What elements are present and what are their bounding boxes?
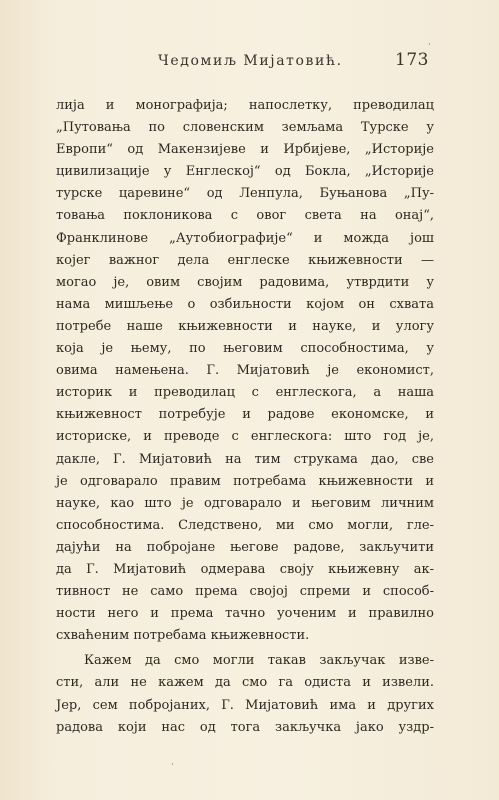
text-line: радова који нас од тога закључка јако уздр- [56,719,434,735]
text-line: турске царевине“ од Ленпула, Буњанова „Пу- [56,186,434,202]
text-line: могао је, овим својим радовима, утврдити у [56,274,434,290]
text-line: товања поклоникова с овог света на онај“, [56,208,434,224]
page-number: 173 [395,50,429,70]
text-line: којег важног дела енглеске књижевности — [56,252,434,268]
text-line: цивилизације у Енглеској“ од Бокла, „Историје [56,164,434,180]
paper-speck: · [428,40,431,50]
text-line: дакле, Г. Мијатовић на тим струкама дао, све [56,451,434,467]
text-line: овима намењена. Г. Мијатовић је економист, [56,363,434,379]
text-line: сти, али не кажем да смо га одиста и извели. [56,675,434,691]
text-line: Франклинове „Аутобиографије“ и можда још [56,230,434,246]
text-line: књижевност потребује и радове економске, и [56,407,434,423]
text-line: способностима. Следствено, ми смо могли, гле- [56,517,434,533]
page-header [0,50,499,74]
text-line: је одговарало правим потребама књижевности и [56,473,434,489]
text-line: дајући на побројане његове радове, закључити [56,539,434,555]
text-line: Јер, сем побројаних, Г. Мијатовић има и других [56,697,434,713]
text-line: тивност не само према својој спреми и способ- [56,584,434,600]
text-line: науке, као што је одговарало и његовим личним [56,495,434,511]
text-line: потребе наше књижевности и науке, и улогу [56,318,434,334]
paragraph-2 [56,650,434,738]
text-line: да Г. Мијатовић одмерава своју књижевну ак- [56,561,434,577]
text-line: нама мишљење о озбиљности којом он схвата [56,296,434,312]
text-line: Европи“ од Макензијеве и Ирбијеве, „Историје [56,142,434,158]
running-title: Чедомиљ Мијатовић. [158,53,343,69]
paragraph-1 [56,95,434,647]
text-line: историк и преводилац с енглескога, а наша [56,385,434,401]
body-text [56,95,434,739]
text-line: „Путовања по словенским земљама Турске у [56,120,434,136]
text-line: Кажем да смо могли такав закључак изве- [84,653,434,669]
text-line: која је њему, по његовим способностима, у [56,341,434,357]
text-line: историске, и преводе с енглескога: што год је, [56,429,434,445]
text-line: схваћеним потребама књижевности. [56,628,310,644]
text-line: ности него и према тачно уоченим и правилно [56,606,434,622]
text-line: лија и монографија; напослетку, преводилац [56,98,434,113]
paper-speck: · [171,760,174,770]
